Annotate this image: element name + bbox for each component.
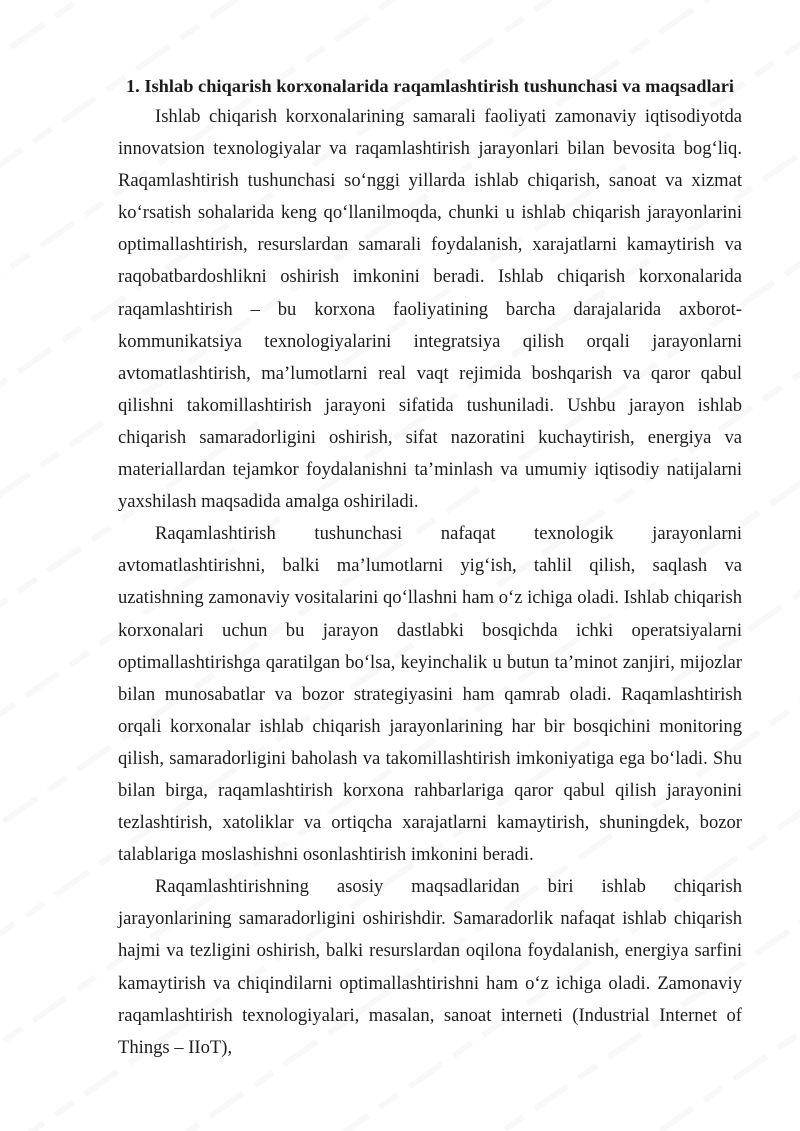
paragraph: Raqamlashtirish tushunchasi nafaqat texnologik jarayonlarni avtomatlashtirishni, balki ma’lumotlarni yig‘ish, tahlil qilish, saqlash va uzatishning zamonaviy vositalarini qo‘llashni ham o‘z ichiga oladi. Ishlab chiqarish korxonalari uchun bu jarayon dastlabki bosqichda ichki operatsiyalarni optimallashtirishga qaratilgan bo‘lsa, keyinchalik u butun ta’minot zanjiri, mijozlar bilan munosabatlar va bozor strategiyasini ham qamrab oladi. Raqamlashtirish orqali korxonalar ishlab chiqarish jarayonlarining har bir bosqichini monitoring qilish, samaradorligini baholash va takomillashtirish imkoniyatiga ega bo‘ladi. Shu bilan birga, raqamlashtirish korxona rahbarlariga qaror qabul qilish jarayonini tezlashtirish, xatoliklar va ortiqcha xarajatlarni kamaytirish, shuningdek, bozor talablariga moslashishni osonlashtirish imkonini beradi. (118, 523, 742, 866)
paragraph: Ishlab chiqarish korxonalarining samarali faoliyati zamonaviy iqtisodiyotda innovatsion texnologiyalar va raqamlashtirish jarayonlari bilan bevosita bog‘liq. Raqamlashtirish tushunchasi so‘nggi yillarda ishlab chiqarish, sanoat va xizmat ko‘rsatish sohalarida keng qo‘llanilmoqda, chunki u ishlab chiqarish jarayonlarini optimallashtirish, resurslardan samarali foydalanish, xarajatlarni kamaytirish va raqobatbardoshlikni oshirish imkonini beradi. Ishlab chiqarish korxonalarida raqamlashtirish – bu korxona faoliyatining barcha darajalarida axborot-kommunikatsiya texnologiyalarini integratsiya qilish orqali jarayonlarni avtomatlashtirish, ma’lumotlarni real vaqt rejimida boshqarish va qaror qabul qilishni takomillashtirish jarayoni sifatida tushuniladi. Ushbu jarayon ishlab chiqarish samaradorligini oshirish, sifat nazoratini kuchaytirish, energiya va materiallardan tejamkor foydalanishni ta’minlash va umumiy iqtisodiy natijalarni yaxshilash maqsadida amalga oshiriladi. (118, 106, 742, 513)
document-content (118, 72, 742, 1064)
section-heading: 1. Ishlab chiqarish korxonalarida raqamlashtirish tushunchasi va maqsadlari (125, 76, 735, 96)
paragraph: Raqamlashtirishning asosiy maqsadlaridan biri ishlab chiqarish jarayonlarining samaradorligini oshirishdir. Samaradorlik nafaqat ishlab chiqarish hajmi va tezligini oshirish, balki resurslardan oqilona foydalanish, energiya sarfini kamaytirish va chiqindilarni optimallashtirishni ham o‘z ichiga oladi. Zamonaviy raqamlashtirish texnologiyalari, masalan, sanoat interneti (Industrial Internet of Things – IIoT), (118, 876, 742, 1058)
